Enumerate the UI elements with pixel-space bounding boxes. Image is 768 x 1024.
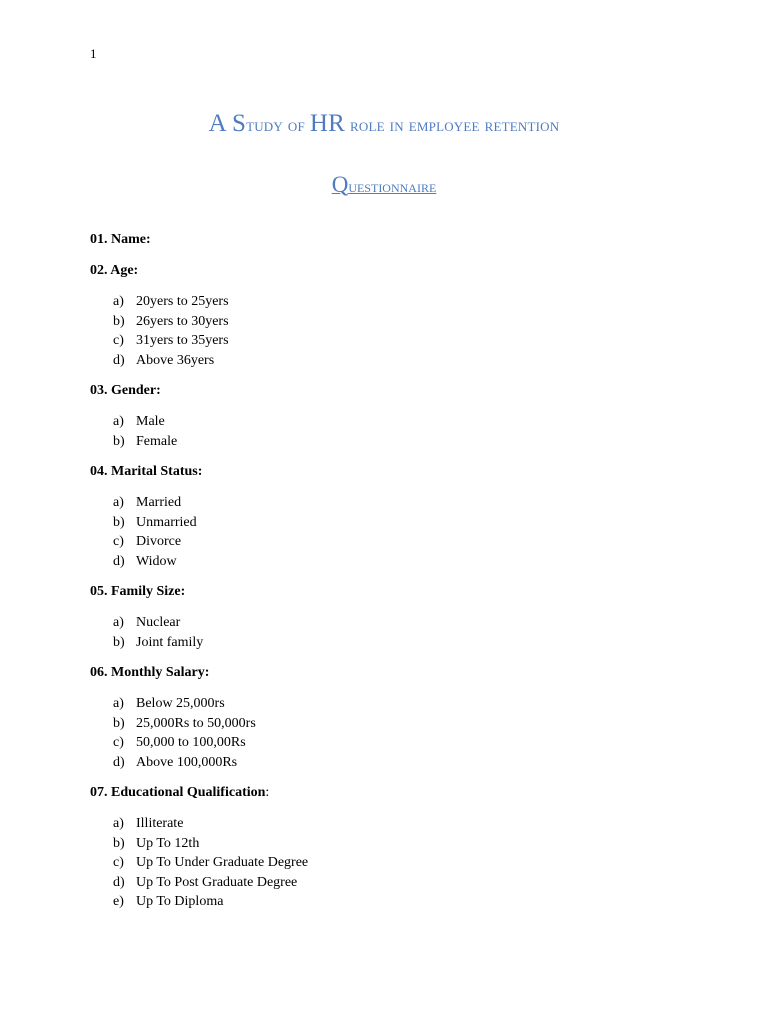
question-text: 05. Family Size: bbox=[90, 584, 186, 599]
option-letter: d) bbox=[113, 553, 125, 569]
option-item bbox=[90, 714, 690, 734]
option-list bbox=[90, 493, 690, 571]
option-item bbox=[90, 892, 690, 912]
option-item bbox=[90, 532, 690, 552]
question-text: 06. Monthly Salary: bbox=[90, 665, 210, 680]
question-label bbox=[90, 463, 690, 480]
option-text: Joint family bbox=[136, 634, 204, 650]
option-letter: a) bbox=[113, 615, 124, 630]
option-item bbox=[90, 412, 690, 432]
title-part: tudy of bbox=[246, 115, 310, 136]
option-list bbox=[90, 814, 690, 912]
option-item bbox=[90, 312, 690, 332]
document-subtitle bbox=[0, 172, 768, 198]
option-item bbox=[90, 834, 690, 854]
option-text: 20yers to 25yers bbox=[136, 294, 229, 309]
option-letter: a) bbox=[113, 495, 124, 510]
title-part: HR bbox=[309, 110, 346, 137]
option-item bbox=[90, 733, 690, 753]
questionnaire-list bbox=[90, 231, 690, 924]
option-text: 31yers to 35yers bbox=[136, 333, 229, 348]
option-letter: c) bbox=[113, 534, 124, 549]
option-list bbox=[90, 694, 690, 772]
option-letter: b) bbox=[113, 715, 125, 731]
option-list bbox=[90, 613, 690, 652]
option-text: Above 36yers bbox=[136, 352, 215, 368]
question-label bbox=[90, 784, 690, 801]
option-text: 25,000Rs to 50,000rs bbox=[136, 715, 256, 731]
question-label bbox=[90, 583, 690, 600]
option-item bbox=[90, 552, 690, 572]
option-letter: d) bbox=[113, 352, 125, 368]
question-text: 01. Name: bbox=[90, 232, 151, 247]
option-item bbox=[90, 351, 690, 371]
option-letter: b) bbox=[113, 835, 125, 851]
question-text: 04. Marital Status: bbox=[90, 464, 203, 479]
option-text: Nuclear bbox=[136, 615, 181, 630]
option-text: Below 25,000rs bbox=[136, 696, 225, 711]
option-item bbox=[90, 513, 690, 533]
option-letter: b) bbox=[113, 433, 125, 449]
title-part: role in employee retention bbox=[345, 115, 560, 136]
option-letter: c) bbox=[113, 855, 124, 870]
option-item bbox=[90, 873, 690, 893]
option-letter: a) bbox=[113, 816, 124, 831]
question-text: 07. Educational Qualification bbox=[90, 785, 266, 800]
option-text: Up To Under Graduate Degree bbox=[136, 855, 309, 870]
title-part: A S bbox=[208, 110, 247, 137]
option-item bbox=[90, 753, 690, 773]
option-letter: a) bbox=[113, 696, 124, 711]
option-letter: d) bbox=[113, 874, 125, 890]
option-letter: c) bbox=[113, 333, 124, 348]
option-text: 50,000 to 100,00Rs bbox=[136, 735, 246, 750]
option-text: Up To 12th bbox=[136, 835, 200, 851]
subtitle-initial: Q bbox=[331, 172, 349, 197]
option-letter: b) bbox=[113, 514, 125, 530]
option-item bbox=[90, 853, 690, 873]
option-text: Married bbox=[136, 495, 182, 510]
option-text: Male bbox=[136, 414, 165, 429]
option-text: Illiterate bbox=[136, 816, 184, 831]
option-text: 26yers to 30yers bbox=[136, 313, 229, 329]
option-text: Up To Post Graduate Degree bbox=[136, 874, 298, 890]
option-item bbox=[90, 633, 690, 653]
option-letter: b) bbox=[113, 634, 125, 650]
option-text: Above 100,000Rs bbox=[136, 754, 238, 770]
option-text: Divorce bbox=[136, 534, 182, 549]
option-list bbox=[90, 292, 690, 370]
option-letter: d) bbox=[113, 754, 125, 770]
option-text: Widow bbox=[136, 553, 177, 569]
subtitle-rest: uestionnaire bbox=[348, 177, 437, 196]
option-item bbox=[90, 814, 690, 834]
question-label bbox=[90, 262, 690, 279]
option-item bbox=[90, 432, 690, 452]
option-letter: a) bbox=[113, 294, 124, 309]
option-item bbox=[90, 331, 690, 351]
question-label bbox=[90, 664, 690, 681]
option-letter: a) bbox=[113, 414, 124, 429]
document-title bbox=[0, 110, 768, 138]
option-text: Up To Diploma bbox=[136, 894, 224, 909]
question-text: 02. Age: bbox=[90, 263, 139, 278]
option-item bbox=[90, 613, 690, 633]
option-text: Unmarried bbox=[136, 514, 197, 530]
option-list bbox=[90, 412, 690, 451]
question-label bbox=[90, 382, 690, 399]
option-item bbox=[90, 694, 690, 714]
option-item bbox=[90, 292, 690, 312]
option-text: Female bbox=[136, 433, 178, 449]
question-label-suffix: : bbox=[265, 785, 270, 800]
page-number: 1 bbox=[90, 46, 97, 61]
question-text: 03. Gender: bbox=[90, 383, 161, 398]
option-letter: e) bbox=[113, 894, 124, 909]
option-letter: b) bbox=[113, 313, 125, 329]
option-letter: c) bbox=[113, 735, 124, 750]
question-label bbox=[90, 231, 690, 248]
option-item bbox=[90, 493, 690, 513]
